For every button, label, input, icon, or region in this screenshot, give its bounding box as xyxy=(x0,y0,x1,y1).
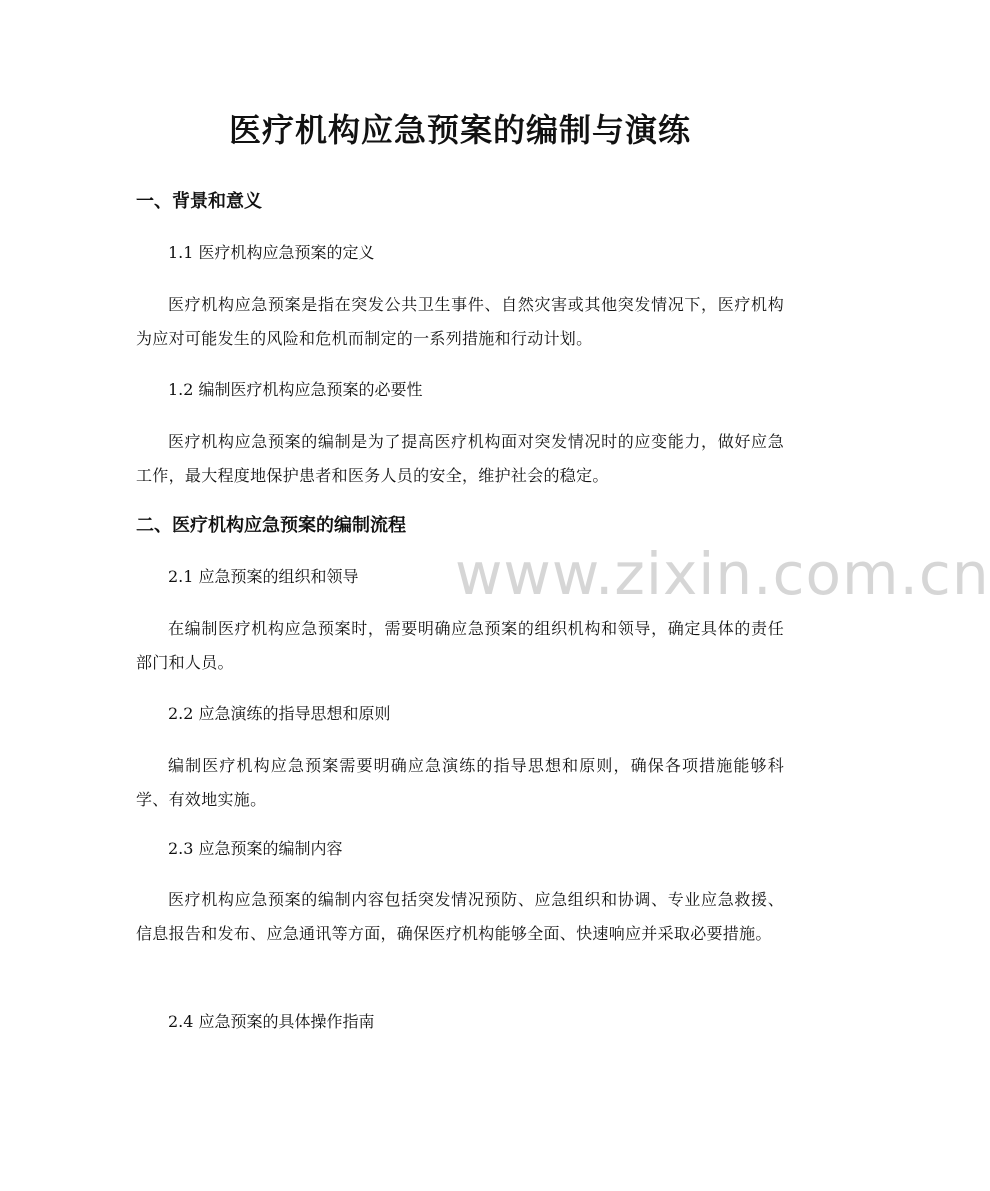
subsection-heading-2-1: 2.1 应急预案的组织和领导 xyxy=(168,567,359,586)
watermark: www.zixin.com.cn xyxy=(455,540,990,608)
paragraph-1-2: 医疗机构应急预案的编制是为了提高医疗机构面对突发情况时的应变能力，做好应急工作，最大程度地保护患者和医务人员的安全，维护社会的稳定。 xyxy=(136,432,784,485)
document-title: 医疗机构应急预案的编制与演练 xyxy=(228,111,691,149)
subsection-heading-1-1: 1.1 医疗机构应急预案的定义 xyxy=(168,243,375,262)
subsection-heading-2-4: 2.4 应急预案的具体操作指南 xyxy=(168,1012,375,1031)
paragraph-2-3: 医疗机构应急预案的编制内容包括突发情况预防、应急组织和协调、专业应急救援、信息报告和发布、应急通讯等方面，确保医疗机构能够全面、快速响应并采取必要措施。 xyxy=(136,890,784,943)
section-heading-workflow: 二、医疗机构应急预案的编制流程 xyxy=(136,515,406,536)
paragraph-1-1: 医疗机构应急预案是指在突发公共卫生事件、自然灾害或其他突发情况下，医疗机构为应对可能发生的风险和危机而制定的一系列措施和行动计划。 xyxy=(136,295,784,348)
paragraph-2-2: 编制医疗机构应急预案需要明确应急演练的指导思想和原则，确保各项措施能够科学、有效地实施。 xyxy=(136,756,784,809)
paragraph-2-1: 在编制医疗机构应急预案时，需要明确应急预案的组织机构和领导，确定具体的责任部门和人员。 xyxy=(136,619,784,672)
subsection-heading-2-3: 2.3 应急预案的编制内容 xyxy=(168,839,343,858)
subsection-heading-1-2: 1.2 编制医疗机构应急预案的必要性 xyxy=(168,380,423,399)
subsection-heading-2-2: 2.2 应急演练的指导思想和原则 xyxy=(168,704,391,723)
section-heading-background: 一、背景和意义 xyxy=(136,191,262,212)
